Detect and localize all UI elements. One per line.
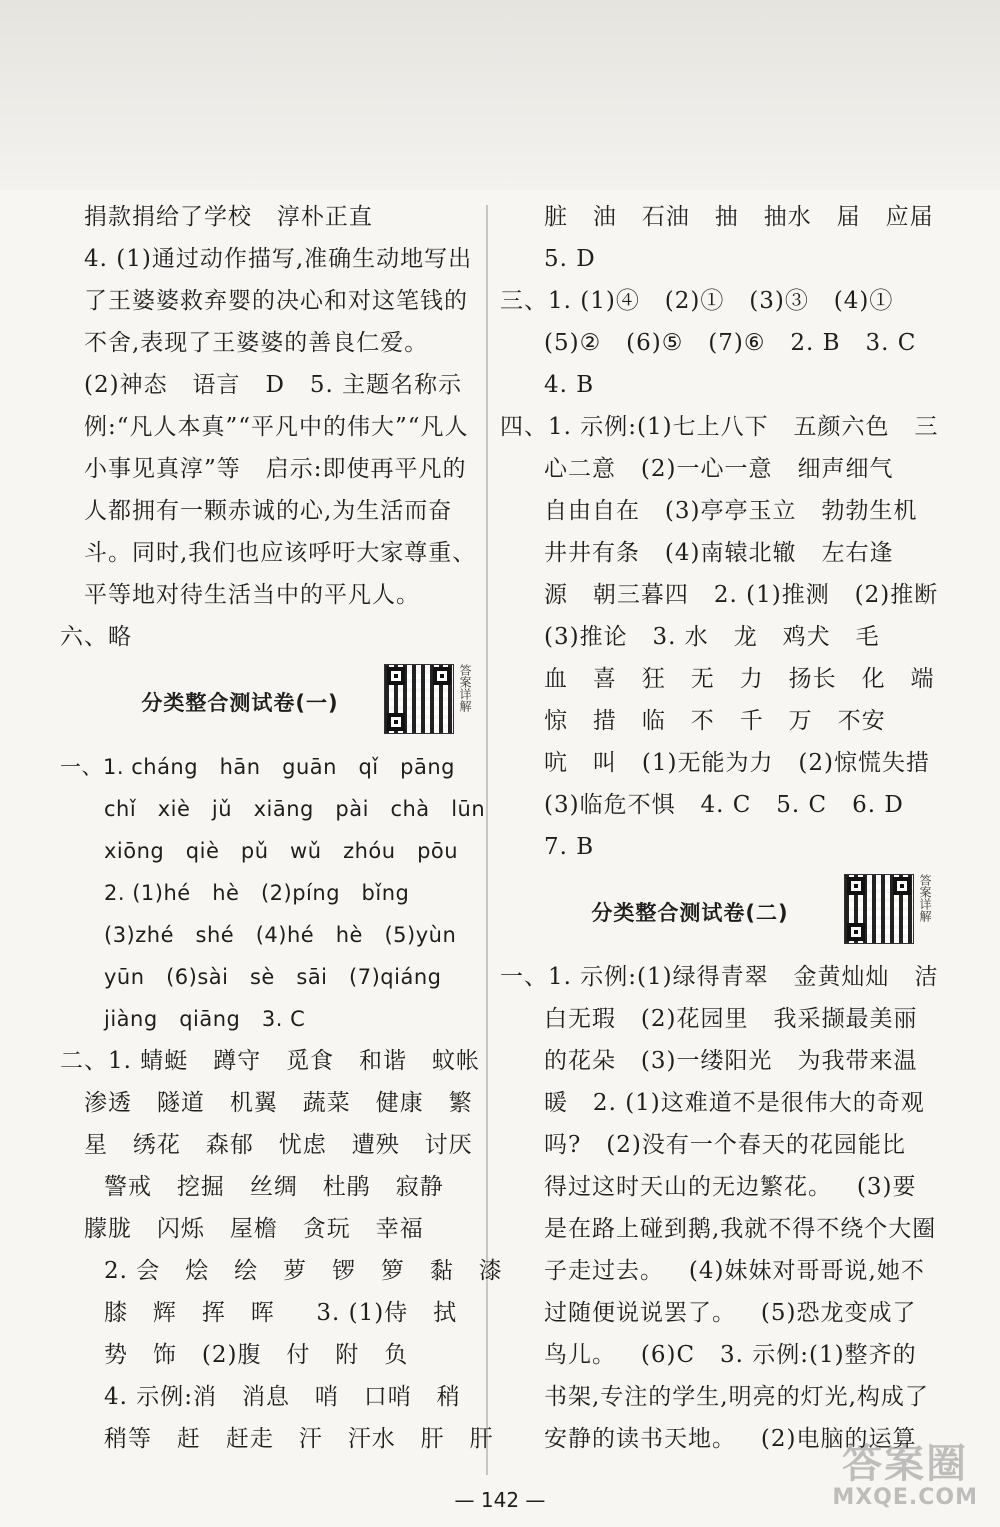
answer-line: 平等地对待生活当中的平凡人。 xyxy=(84,582,420,608)
answer-line: 稍等 赶 赶走 汗 汗水 肝 肝 xyxy=(104,1426,494,1452)
answer-line: 心二意 (2)一心一意 细声细气 xyxy=(544,456,894,482)
answer-line: 一、1. 示例:(1)绿得青翠 金黄灿灿 洁 xyxy=(500,964,939,990)
answer-line: 捐款捐给了学校 淳朴正直 xyxy=(84,204,373,230)
watermark-logo-text: 答案圈 xyxy=(842,1441,969,1487)
test-one-title: 分类整合测试卷(一) xyxy=(141,691,339,715)
answer-line: 渗透 隧道 机翼 蔬菜 健康 繁 xyxy=(84,1090,473,1116)
answer-line: 势 饰 (2)腹 付 附 负 xyxy=(104,1342,409,1368)
answer-line: (3)zhé shé (4)hé hè (5)yùn xyxy=(104,923,457,947)
answer-line: 吗? (2)没有一个春天的花园能比 xyxy=(544,1132,906,1158)
watermark-logo xyxy=(832,1432,978,1510)
answer-line: xiōng qiè pǔ wǔ zhóu pōu xyxy=(104,839,459,863)
answer-line: 是在路上碰到鹅,我就不得不绕个大圈 xyxy=(544,1216,937,1242)
answer-line: 子走过去。 (4)妹妹对哥哥说,她不 xyxy=(544,1258,925,1284)
answer-line: (2)神态 语言 D 5. 主题名称示 xyxy=(84,372,463,398)
answer-line: 自由自在 (3)亭亭玉立 勃勃生机 xyxy=(544,498,918,524)
watermark-url: MXQE.COM xyxy=(832,1485,978,1510)
answer-line: 小事见真淳”等 启示:即使再平凡的 xyxy=(84,456,467,482)
answer-line: jiàng qiāng 3. C xyxy=(104,1007,306,1031)
answer-line: 4. (1)通过动作描写,准确生动地写出 xyxy=(84,246,473,272)
answer-line: chǐ xiè jǔ xiāng pài chà lūn xyxy=(104,797,486,821)
test-two-header xyxy=(500,868,940,956)
answer-line: 脏 油 石油 抽 抽水 届 应届 xyxy=(544,204,934,230)
answer-line: 吭 叫 (1)无能为力 (2)惊慌失措 xyxy=(544,750,930,776)
answer-line: 的花朵 (3)一缕阳光 为我带来温 xyxy=(544,1048,918,1074)
qr-label: 答案详解 xyxy=(918,874,932,922)
answer-line: 4. B xyxy=(544,372,595,398)
answer-line: yūn (6)sài sè sāi (7)qiáng xyxy=(104,965,442,989)
answer-line: 得过这时天山的无边繁花。 (3)要 xyxy=(544,1174,917,1200)
answer-line: 朦胧 闪烁 屋檐 贪玩 幸福 xyxy=(84,1216,424,1242)
answer-line: 警戒 挖掘 丝绸 杜鹃 寂静 xyxy=(104,1174,444,1200)
answer-line: 血 喜 狂 无 力 扬长 化 端 xyxy=(544,666,935,692)
qr-code-icon[interactable] xyxy=(384,664,454,734)
answer-line: 了王婆婆救弃婴的决心和对这笔钱的 xyxy=(84,288,468,314)
answer-line: 惊 措 临 不 千 万 不安 xyxy=(544,708,886,734)
answer-line: 人都拥有一颗赤诚的心,为生活而奋 xyxy=(84,498,453,524)
answer-line: 例:“凡人本真”“平凡中的伟大”“凡人 xyxy=(84,414,469,440)
left-column xyxy=(60,196,503,1460)
answer-line: 一、1. cháng hān guān qǐ pāng xyxy=(60,755,455,779)
answer-line: (3)临危不惧 4. C 5. C 6. D xyxy=(544,792,904,818)
answer-line: 5. D xyxy=(544,246,596,272)
answer-line: 井井有条 (4)南辕北辙 左右逢 xyxy=(544,540,894,566)
answer-line: 三、1. (1)④ (2)① (3)③ (4)① xyxy=(500,288,894,314)
page-number: — 142 — xyxy=(454,1488,546,1512)
answer-line: 鸟儿。 (6)C 3. 示例:(1)整齐的 xyxy=(544,1342,917,1368)
right-column xyxy=(500,196,940,1460)
answer-line: 书架,专注的学生,明亮的灯光,构成了 xyxy=(544,1384,929,1410)
test-one-qr-block[interactable] xyxy=(384,664,472,734)
answer-line: 二、1. 蜻蜓 蹲守 觅食 和谐 蚊帐 xyxy=(60,1048,480,1074)
answer-line: 安静的读书天地。 (2)电脑的运算 xyxy=(544,1426,917,1452)
answer-line: 斗。同时,我们也应该呼吁大家尊重、 xyxy=(84,540,477,566)
answer-line: 7. B xyxy=(544,834,595,860)
answer-line: 四、1. 示例:(1)七上八下 五颜六色 三 xyxy=(500,414,939,440)
answer-line: 不舍,表现了王婆婆的善良仁爱。 xyxy=(84,330,429,356)
answer-line: (3)推论 3. 水 龙 鸡犬 毛 xyxy=(544,624,880,650)
test-two-qr-block[interactable] xyxy=(844,874,932,944)
answer-line: 过随便说说罢了。 (5)恐龙变成了 xyxy=(544,1300,917,1326)
answer-line: 2. (1)hé hè (2)píng bǐng xyxy=(104,881,410,905)
answer-line: 源 朝三暮四 2. (1)推测 (2)推断 xyxy=(544,582,939,608)
answer-line: (5)② (6)⑤ (7)⑥ 2. B 3. C xyxy=(544,330,917,356)
test-two-title: 分类整合测试卷(二) xyxy=(591,901,789,925)
test-one-header xyxy=(60,658,480,746)
answer-line: 暖 2. (1)这难道不是很伟大的奇观 xyxy=(544,1090,925,1116)
answer-line: 膝 辉 挥 晖 3. (1)侍 拭 xyxy=(104,1300,458,1326)
answer-line: 白无瑕 (2)花园里 我采撷最美丽 xyxy=(544,1006,918,1032)
page-top-shade xyxy=(0,0,1000,190)
answer-line: 4. 示例:消 消息 哨 口哨 稍 xyxy=(104,1384,461,1410)
section-six-line: 六、略 xyxy=(60,624,132,650)
answer-line: 2. 会 烩 绘 萝 锣 箩 黏 漆 xyxy=(104,1258,503,1284)
answer-line: 星 绣花 森郁 忧虑 遭殃 讨厌 xyxy=(84,1132,473,1158)
qr-code-icon[interactable] xyxy=(844,874,914,944)
qr-label: 答案详解 xyxy=(458,664,472,712)
